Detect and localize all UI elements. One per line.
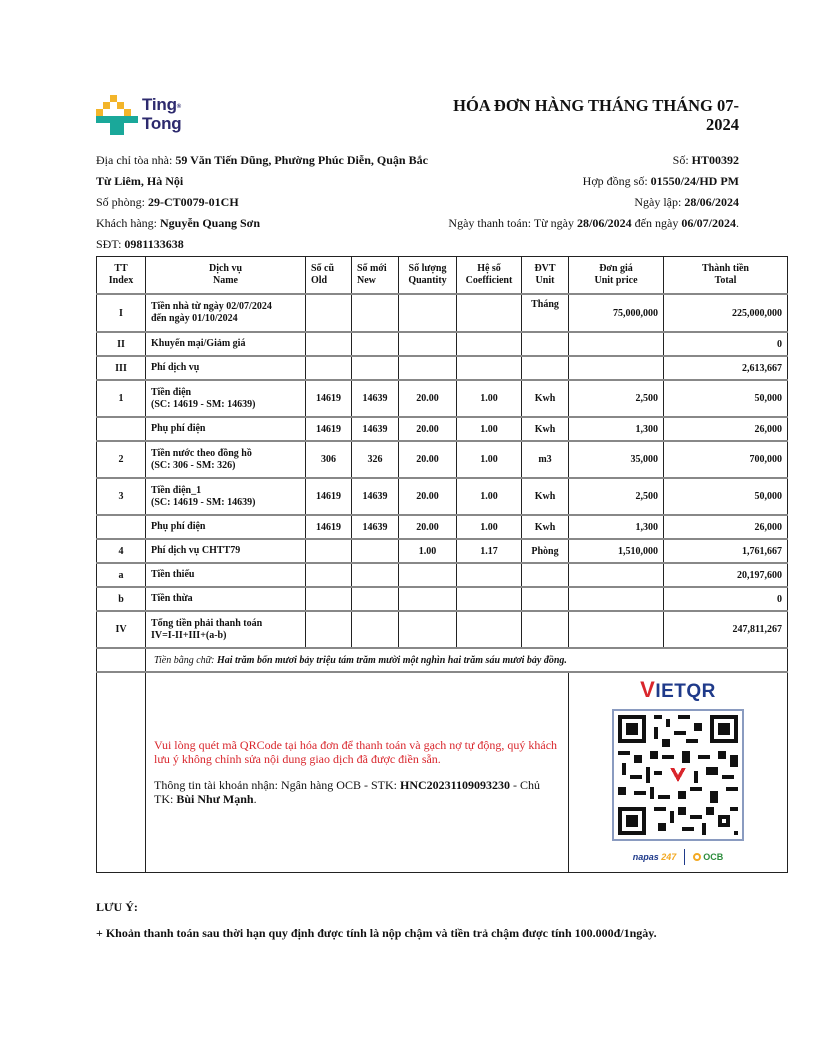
cell-price xyxy=(569,332,664,356)
account-mid: - Chủ TK: xyxy=(154,778,540,807)
logo-wordmark xyxy=(142,95,181,133)
col-quantity xyxy=(399,257,457,295)
col-en: Coefficient xyxy=(465,275,513,286)
cell-name xyxy=(146,441,306,478)
cell-total: 26,000 xyxy=(664,417,788,441)
customer-phone xyxy=(96,234,441,255)
cell-empty xyxy=(97,648,146,672)
cell-old: 14619 xyxy=(306,380,352,417)
cell-new xyxy=(352,294,399,332)
cell-price xyxy=(569,563,664,587)
payment-to: 06/07/2024 xyxy=(681,216,736,230)
cell-index: IV xyxy=(97,611,146,648)
cell-old xyxy=(306,587,352,611)
col-en: New xyxy=(357,275,376,286)
cell-old xyxy=(306,294,352,332)
col-en: Quantity xyxy=(408,275,447,286)
cell-coef xyxy=(457,332,522,356)
amount-in-words-row xyxy=(97,648,788,672)
col-unit xyxy=(522,257,569,295)
table-row xyxy=(97,539,788,563)
payment-instructions xyxy=(146,672,569,872)
cell-old xyxy=(306,332,352,356)
col-vi: ĐVT xyxy=(534,263,556,274)
cell-unit: Kwh xyxy=(522,478,569,515)
ocb-logo xyxy=(693,852,723,862)
late-payment-note: + Khoản thanh toán sau thời hạn quy định được tính là nộp chậm và tiền trả chậm được tính 100.000đ/1ngày. xyxy=(96,926,657,940)
cell-coef: 1.00 xyxy=(457,478,522,515)
logo-divider xyxy=(684,849,685,865)
cell-unit: Kwh xyxy=(522,417,569,441)
cell-new: 14639 xyxy=(352,478,399,515)
logo-word-1: Ting xyxy=(142,95,177,114)
cell-name xyxy=(146,380,306,417)
table-row xyxy=(97,563,788,587)
napas-logo xyxy=(633,852,677,862)
invoice-title: HÓA ĐƠN HÀNG THÁNG THÁNG 07-2024 xyxy=(453,96,739,134)
table-header-row xyxy=(97,257,788,295)
cell-old: 306 xyxy=(306,441,352,478)
notes-title: LƯU Ý: xyxy=(96,900,138,914)
cell-index: a xyxy=(97,563,146,587)
cell-name: Phí dịch vụ CHTT79 xyxy=(146,539,306,563)
account-number: HNC20231109093230 xyxy=(399,778,510,793)
col-vi: Thành tiền xyxy=(702,263,749,274)
cell-old xyxy=(306,563,352,587)
col-total xyxy=(664,257,788,295)
payment-row xyxy=(97,672,788,872)
payment-qr-code[interactable] xyxy=(612,709,744,841)
invoice-meta xyxy=(379,150,739,234)
cell-total: 1,761,667 xyxy=(664,539,788,563)
name-line-1: Tiền nước theo đồng hồ xyxy=(151,447,252,459)
cell-index: I xyxy=(97,294,146,332)
cell-coef: 1.00 xyxy=(457,417,522,441)
col-vi: Số mới xyxy=(357,263,387,274)
notes-section xyxy=(96,900,657,940)
cell-total: 50,000 xyxy=(664,380,788,417)
cell-unit xyxy=(522,332,569,356)
cell-new: 14639 xyxy=(352,515,399,539)
cell-index: III xyxy=(97,356,146,380)
cell-name: Phụ phí điện xyxy=(146,515,306,539)
cell-old: 14619 xyxy=(306,417,352,441)
col-en: Old xyxy=(311,275,328,286)
cell-qty xyxy=(399,356,457,380)
cell-name: Phí dịch vụ xyxy=(146,356,306,380)
col-vi: Hệ số xyxy=(477,263,501,274)
cell-index: 4 xyxy=(97,539,146,563)
contract-label: Hợp đồng số: xyxy=(582,174,651,188)
cell-price: 1,510,000 xyxy=(569,539,664,563)
qr-notice: Vui lòng quét mã QRCode tại hóa đơn để thanh toán và gạch nợ tự động, quý khách lưu ý không chỉnh sửa nội dung giao dịch đã được điền sẵn. xyxy=(154,738,558,767)
cell-coef: 1.00 xyxy=(457,380,522,417)
account-prefix: Thông tin tài khoản nhận: Ngân hàng OCB - STK: xyxy=(154,778,400,793)
col-vi: Số cũ xyxy=(311,263,335,274)
vietqr-text: IETQR xyxy=(655,681,716,702)
customer-value: Nguyễn Quang Sơn xyxy=(159,216,260,230)
qr-footer-logos xyxy=(569,849,787,865)
cell-coef: 1.00 xyxy=(457,515,522,539)
cell-coef xyxy=(457,587,522,611)
cell-price xyxy=(569,611,664,648)
cell-index xyxy=(97,417,146,441)
cell-qty xyxy=(399,611,457,648)
col-name xyxy=(146,257,306,295)
col-en: Name xyxy=(213,275,238,286)
col-old xyxy=(306,257,352,295)
cell-name: Phụ phí điện xyxy=(146,417,306,441)
cell-name: Tiền thiếu xyxy=(146,563,306,587)
cell-qty: 20.00 xyxy=(399,515,457,539)
cell-qty: 20.00 xyxy=(399,380,457,417)
invoice-table xyxy=(96,256,788,873)
name-line-1: Tiền nhà từ ngày 02/07/2024 xyxy=(151,301,272,312)
table-row xyxy=(97,356,788,380)
room-label: Số phòng: xyxy=(96,195,149,209)
cell-new xyxy=(352,332,399,356)
cell-price: 1,300 xyxy=(569,515,664,539)
name-line-1: Tiền điện xyxy=(151,386,192,398)
cell-coef xyxy=(457,563,522,587)
amount-words-value: Hai trăm bốn mươi bảy triệu tám trăm mười một nghìn hai trăm sáu mươi bảy đồng. xyxy=(216,654,567,666)
cell-qty: 20.00 xyxy=(399,478,457,515)
cell-new xyxy=(352,539,399,563)
table-row xyxy=(97,441,788,478)
logo-word-2: Tong xyxy=(142,114,182,133)
table-row-grand-total xyxy=(97,611,788,648)
cell-total: 20,197,600 xyxy=(664,563,788,587)
cell-qty: 1.00 xyxy=(399,539,457,563)
ocb-ring-icon xyxy=(693,853,701,861)
created-value: 28/06/2024 xyxy=(684,195,739,209)
col-unit-price xyxy=(569,257,664,295)
qr-cell xyxy=(569,672,788,872)
cell-qty xyxy=(399,332,457,356)
col-vi: Dịch vụ xyxy=(208,263,243,274)
cell-old: 14619 xyxy=(306,478,352,515)
table-row xyxy=(97,478,788,515)
invoice-number-value: HT00392 xyxy=(691,153,739,167)
cell-index: 1 xyxy=(97,380,146,417)
account-holder: Bùi Như Mạnh xyxy=(176,792,254,807)
room-value: 29-CT0079-01CH xyxy=(148,195,239,209)
napas-number: 247 xyxy=(661,852,677,862)
cell-old xyxy=(306,611,352,648)
cell-new xyxy=(352,587,399,611)
cell-new xyxy=(352,611,399,648)
customer-label: Khách hàng: xyxy=(96,216,160,230)
cell-name xyxy=(146,478,306,515)
table-row xyxy=(97,380,788,417)
payment-mid: đến ngày xyxy=(631,216,682,230)
cell-unit: Tháng xyxy=(522,294,569,332)
phone-value: 0981133638 xyxy=(124,237,184,251)
cell-qty xyxy=(399,587,457,611)
cell-index: 3 xyxy=(97,478,146,515)
col-en: Unit price xyxy=(594,275,638,286)
cell-unit xyxy=(522,587,569,611)
cell-price: 1,300 xyxy=(569,417,664,441)
account-end: . xyxy=(253,792,257,807)
cell-new: 14639 xyxy=(352,417,399,441)
cell-unit xyxy=(522,563,569,587)
cell-unit: Kwh xyxy=(522,515,569,539)
created-date xyxy=(379,192,739,213)
cell-total: 0 xyxy=(664,332,788,356)
name-line-2: (SC: 14619 - SM: 14639) xyxy=(151,398,256,410)
col-en: Unit xyxy=(535,275,555,286)
cell-unit: Kwh xyxy=(522,380,569,417)
table-row xyxy=(97,515,788,539)
cell-coef xyxy=(457,294,522,332)
cell-new: 14639 xyxy=(352,380,399,417)
vietqr-v: V xyxy=(640,677,656,702)
cell-index: II xyxy=(97,332,146,356)
contract-number xyxy=(379,171,739,192)
cell-total: 225,000,000 xyxy=(664,294,788,332)
col-new xyxy=(352,257,399,295)
cell-new xyxy=(352,356,399,380)
col-en: Index xyxy=(108,275,134,286)
cell-name xyxy=(146,294,306,332)
ocb-text: OCB xyxy=(703,852,724,862)
vietqr-logo xyxy=(569,679,787,703)
name-line-2: đến ngày 01/10/2024 xyxy=(151,313,238,324)
table-row xyxy=(97,294,788,332)
cell-qty xyxy=(399,563,457,587)
cell-qty: 20.00 xyxy=(399,417,457,441)
created-label: Ngày lập: xyxy=(634,195,685,209)
cell-price: 35,000 xyxy=(569,441,664,478)
cell-coef xyxy=(457,611,522,648)
col-en: Total xyxy=(714,275,737,286)
col-vi: Đơn giá xyxy=(599,263,633,274)
cell-index: b xyxy=(97,587,146,611)
col-vi: TT xyxy=(114,263,128,274)
bank-account-info xyxy=(154,778,560,806)
contract-value: 01550/24/HD PM xyxy=(650,174,739,188)
tingtong-logo xyxy=(96,95,196,137)
payment-label: Ngày thanh toán: Từ ngày xyxy=(448,216,577,230)
col-coefficient xyxy=(457,257,522,295)
name-line-1: Tổng tiền phải thanh toán xyxy=(151,617,263,629)
address-label: Địa chỉ tòa nhà: xyxy=(96,153,176,167)
cell-name: Tiền thừa xyxy=(146,587,306,611)
qr-code-icon xyxy=(614,711,742,839)
payment-from: 28/06/2024 xyxy=(577,216,632,230)
cell-name xyxy=(146,611,306,648)
phone-label: SĐT: xyxy=(96,237,125,251)
payment-end: . xyxy=(736,216,739,230)
col-vi: Số lượng xyxy=(408,263,447,274)
cell-old xyxy=(306,356,352,380)
cell-index xyxy=(97,515,146,539)
cell-price: 2,500 xyxy=(569,478,664,515)
napas-text: napas xyxy=(632,852,659,862)
cell-new: 326 xyxy=(352,441,399,478)
cell-unit: Phòng xyxy=(522,539,569,563)
invoice-number-label: Số: xyxy=(672,153,692,167)
cell-total: 700,000 xyxy=(664,441,788,478)
amount-words-label: Tiền bằng chữ: xyxy=(154,654,217,666)
table-row xyxy=(97,332,788,356)
cell-index: 2 xyxy=(97,441,146,478)
table-row xyxy=(97,587,788,611)
payment-period xyxy=(379,213,739,234)
cell-total: 247,811,267 xyxy=(664,611,788,648)
cell-unit xyxy=(522,356,569,380)
name-line-2: (SC: 306 - SM: 326) xyxy=(151,459,236,471)
cell-unit xyxy=(522,611,569,648)
cell-price xyxy=(569,587,664,611)
cell-price: 2,500 xyxy=(569,380,664,417)
cell-total: 0 xyxy=(664,587,788,611)
amount-in-words xyxy=(146,648,788,672)
invoice-number xyxy=(379,150,739,171)
cell-coef: 1.00 xyxy=(457,441,522,478)
cell-coef: 1.17 xyxy=(457,539,522,563)
cell-price: 75,000,000 xyxy=(569,294,664,332)
cell-new xyxy=(352,563,399,587)
logo-mark-icon xyxy=(96,95,138,137)
cell-name: Khuyến mại/Giảm giá xyxy=(146,332,306,356)
cell-old: 14619 xyxy=(306,515,352,539)
cell-total: 50,000 xyxy=(664,478,788,515)
registered-mark: ® xyxy=(176,104,182,110)
table-row xyxy=(97,417,788,441)
cell-coef xyxy=(457,356,522,380)
cell-old xyxy=(306,539,352,563)
cell-empty xyxy=(97,672,146,872)
cell-total: 2,613,667 xyxy=(664,356,788,380)
cell-qty: 20.00 xyxy=(399,441,457,478)
col-index xyxy=(97,257,146,295)
name-line-1: Tiền điện_1 xyxy=(151,484,202,496)
cell-price xyxy=(569,356,664,380)
cell-unit: m3 xyxy=(522,441,569,478)
name-line-2: IV=I-II+III+(a-b) xyxy=(151,629,227,641)
cell-qty xyxy=(399,294,457,332)
address-value: 59 Văn Tiến Dũng, Phường Phúc Diễn, Quận Bắc Từ Liêm, Hà Nội xyxy=(96,153,428,188)
name-line-2: (SC: 14619 - SM: 14639) xyxy=(151,496,256,508)
cell-total: 26,000 xyxy=(664,515,788,539)
